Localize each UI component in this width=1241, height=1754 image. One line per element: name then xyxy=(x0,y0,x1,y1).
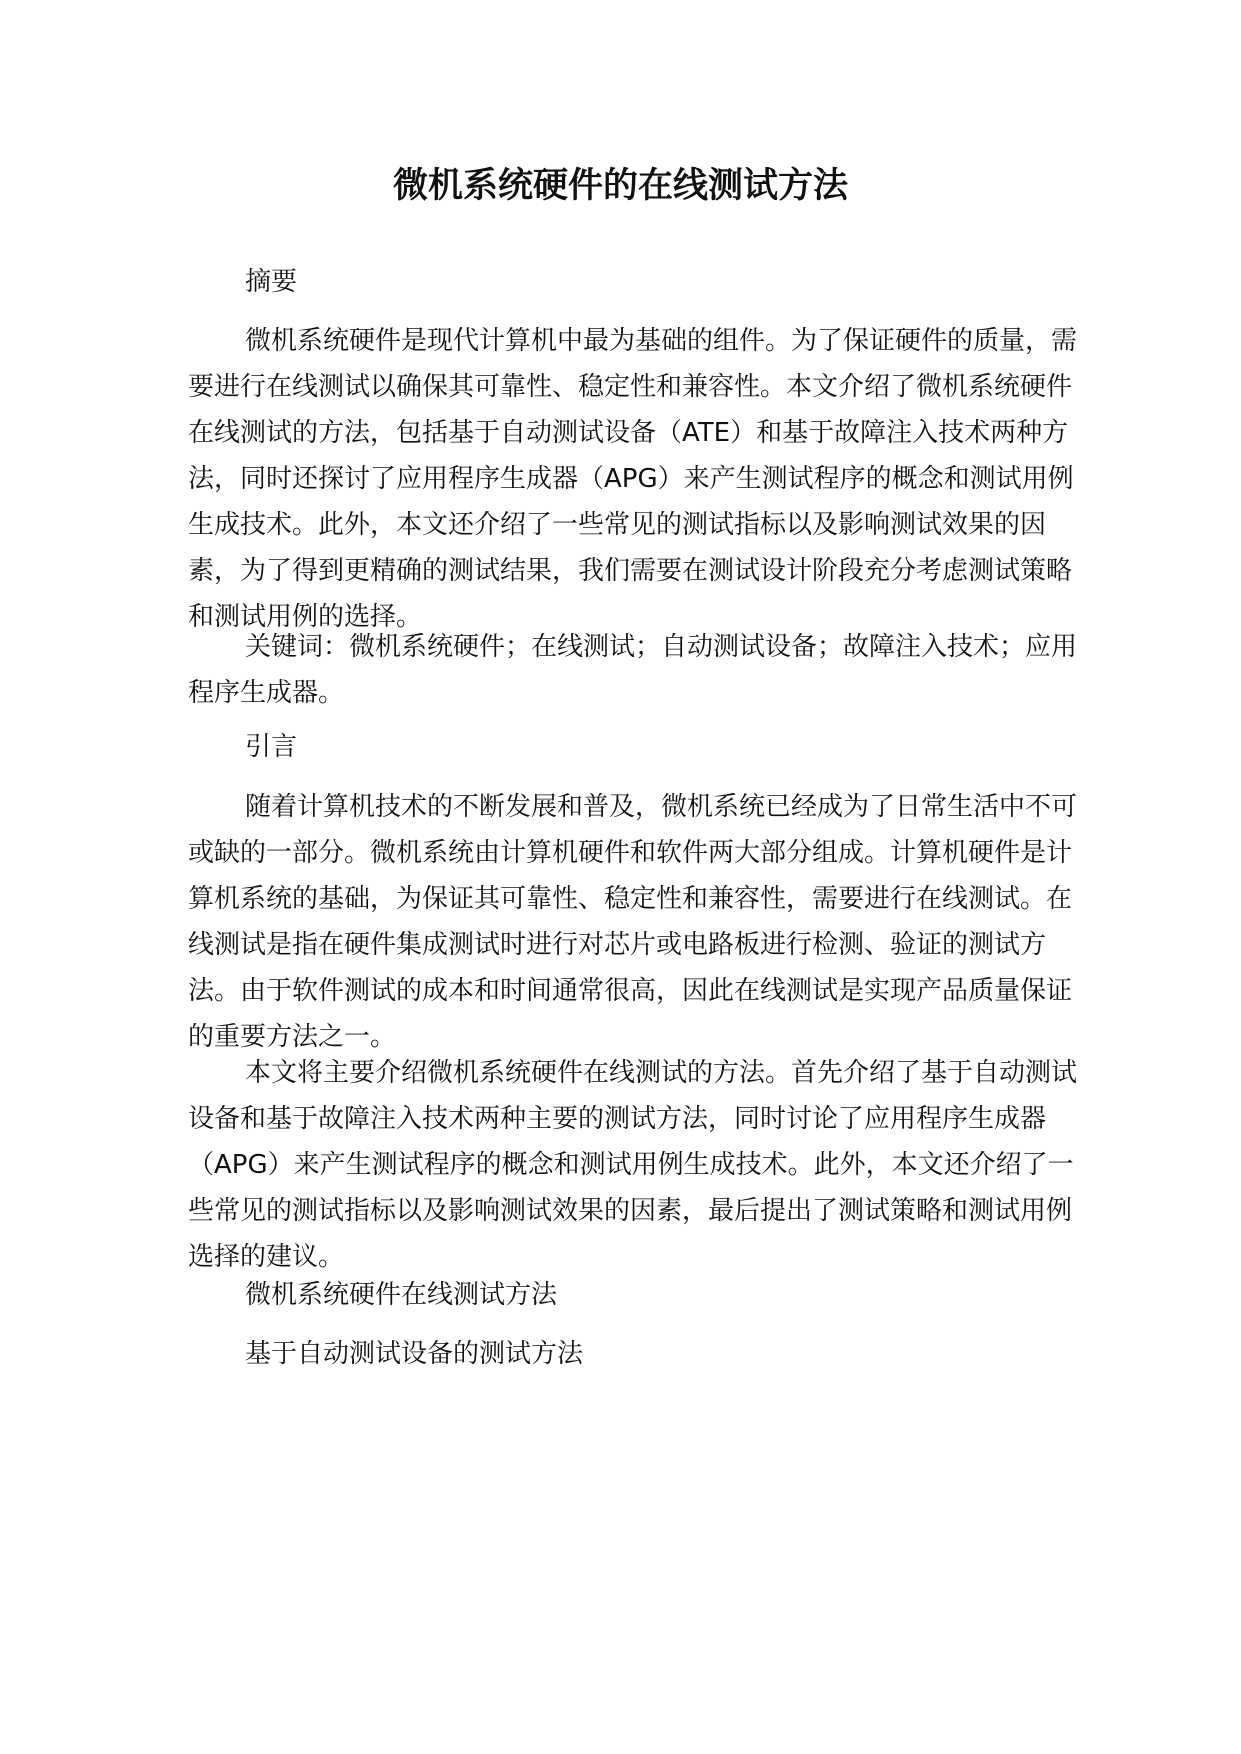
intro-heading: 引言 xyxy=(245,732,298,762)
section-heading: 微机系统硬件在线测试方法 xyxy=(245,1280,558,1310)
intro-paragraph-2: 本文将主要介绍微机系统硬件在线测试的方法。首先介绍了基于自动测试设备和基于故障注入技术两种主要的测试方法，同时讨论了应用程序生成器（APG）来产生测试程序的概念和测试用例生成技术。此外，本文还介绍了一些常见的测试指标以及影响测试效果的因素，最后提出了测试策略和测试用例选择的建议。 xyxy=(188,1058,1078,1272)
keywords-paragraph: 关键词：微机系统硬件；在线测试；自动测试设备；故障注入技术；应用程序生成器。 xyxy=(188,632,1078,708)
abstract-paragraph: 微机系统硬件是现代计算机中最为基础的组件。为了保证硬件的质量，需要进行在线测试以确保其可靠性、稳定性和兼容性。本文介绍了微机系统硬件在线测试的方法，包括基于自动测试设备（ATE）和基于故障注入技术两种方法，同时还探讨了应用程序生成器（APG）来产生测试程序的概念和测试用例生成技术。此外，本文还介绍了一些常见的测试指标以及影响测试效果的因素，为了得到更精确的测试结果，我们需要在测试设计阶段充分考虑测试策略和测试用例的选择。 xyxy=(188,326,1078,632)
document-title: 微机系统硬件的在线测试方法 xyxy=(392,166,848,206)
subsection-heading: 基于自动测试设备的测试方法 xyxy=(245,1339,584,1369)
abstract-heading: 摘要 xyxy=(245,267,298,297)
intro-paragraph-1: 随着计算机技术的不断发展和普及，微机系统已经成为了日常生活中不可或缺的一部分。微机系统由计算机硬件和软件两大部分组成。计算机硬件是计算机系统的基础，为保证其可靠性、稳定性和兼容性，需要进行在线测试。在线测试是指在硬件集成测试时进行对芯片或电路板进行检测、验证的测试方法。由于软件测试的成本和时间通常很高，因此在线测试是实现产品质量保证的重要方法之一。 xyxy=(188,792,1078,1052)
